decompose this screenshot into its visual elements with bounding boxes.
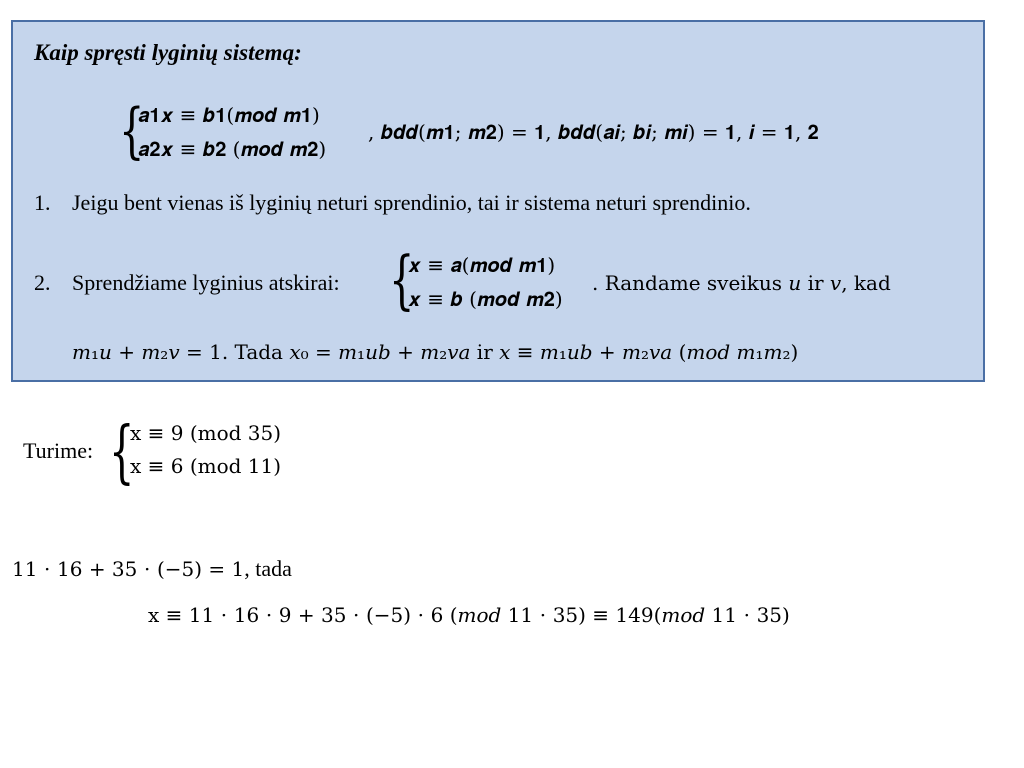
bezout-equation: 11 ⋅ 16 + 35 ⋅ (−5) = 1 xyxy=(12,557,245,581)
bezout-suffix: , tada xyxy=(244,556,292,581)
item1-number: 1. xyxy=(34,190,51,215)
item2-after: . Randame sveikus 𝑢 ir 𝑣, kad xyxy=(592,271,891,295)
example-brace: { xyxy=(109,414,135,493)
item2-system-line-2: 𝒙 ≡ 𝒃 (𝒎𝒐𝒅 𝒎𝟐) xyxy=(408,287,563,311)
system-brace: { xyxy=(119,97,145,166)
system-line-1: 𝒂𝟏𝒙 ≡ 𝒃𝟏(𝒎𝒐𝒅 𝒎𝟏) xyxy=(138,103,320,127)
system-line-2: 𝒂𝟐𝒙 ≡ 𝒃𝟐 (𝒎𝒐𝒅 𝒎𝟐) xyxy=(138,137,327,161)
item2-formula: 𝑚₁𝑢 + 𝑚₂𝑣 = 1. Tada 𝑥₀ = 𝑚₁𝑢𝑏 + 𝑚₂𝑣𝑎 ir 𝑥 ≡ 𝑚₁𝑢𝑏 + 𝑚₂𝑣𝑎 (𝑚𝑜𝑑 𝑚₁𝑚₂) xyxy=(72,340,799,364)
item2-text: Sprendžiame lyginius atskirai: xyxy=(72,270,340,295)
item2-number: 2. xyxy=(34,270,51,295)
example-line-1: x ≡ 9 (mod 35) xyxy=(130,421,282,445)
result-line: x ≡ 11 ⋅ 16 ⋅ 9 + 35 ⋅ (−5) ⋅ 6 (𝑚𝑜𝑑 11 ⋅ 35) ≡ 149(𝑚𝑜𝑑 11 ⋅ 35) xyxy=(148,603,790,627)
box-heading: Kaip spręsti lyginių sistemą: xyxy=(34,40,302,65)
item1-text: Jeigu bent vienas iš lyginių neturi sprendinio, tai ir sistema neturi sprendinio. xyxy=(72,190,751,215)
system-conditions: , 𝒃𝒅𝒅(𝒎𝟏; 𝒎𝟐) = 𝟏, 𝒃𝒅𝒅(𝒂𝒊; 𝒃𝒊; 𝒎𝒊) = 𝟏, 𝒊 = 𝟏, 𝟐 xyxy=(368,120,819,144)
example-label: Turime: xyxy=(23,438,94,463)
bezout-line xyxy=(12,556,292,582)
item2-system-line-1: 𝒙 ≡ 𝒂(𝒎𝒐𝒅 𝒎𝟏) xyxy=(408,253,556,277)
example-line-2: x ≡ 6 (mod 11) xyxy=(130,454,282,478)
item2-brace: { xyxy=(389,244,415,318)
